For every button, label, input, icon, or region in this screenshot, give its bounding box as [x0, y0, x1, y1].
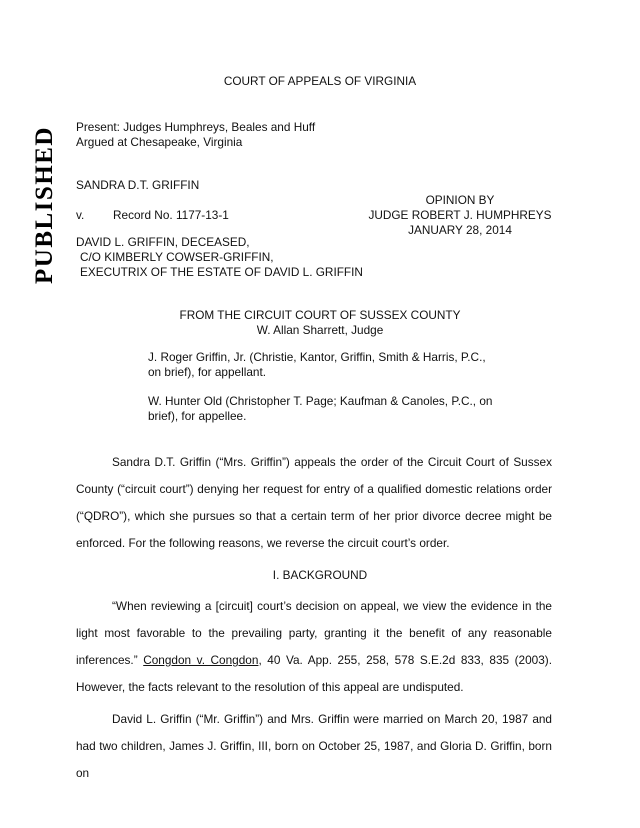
opinion-judge: JUDGE ROBERT J. HUMPHREYS: [368, 208, 552, 222]
standard-of-review-quote: “When reviewing a [circuit] court’s decision on appeal, we view the evidence in the light most favorable to the prevailing party, granting it the benefit of any reasonable inferences.”: [76, 599, 552, 667]
opinion-by: OPINION BY: [425, 193, 495, 207]
section-heading: I. BACKGROUND: [272, 568, 368, 582]
published-stamp: PUBLISHED: [31, 126, 59, 284]
appellee-counsel-line-2: brief), for appellee.: [148, 409, 247, 423]
facts-paragraph: David L. Griffin (“Mr. Griffin”) and Mrs. Griffin were married on March 20, 1987 and had two children, James J. Griffin, III, born on October 25, 1987, and Gloria D. Griffin, born on: [76, 712, 552, 780]
present-line: Present: Judges Humphreys, Beales and Huff: [76, 120, 316, 134]
court-title: COURT OF APPEALS OF VIRGINIA: [223, 74, 417, 88]
record-number: Record No. 1177-13-1: [113, 208, 229, 222]
intro-paragraph: Sandra D.T. Griffin (“Mrs. Griffin”) appeals the order of the Circuit Court of Sussex County (“circuit court”) denying her request for entry of a qualified domestic relations order (“QDRO”), which she pursues so that a certain term of her prior divorce decree might be enforced. For the following reasons, we reverse the circuit court’s order.: [76, 455, 552, 550]
opinion-date: JANUARY 28, 2014: [408, 223, 512, 237]
trial-judge: W. Allan Sharrett, Judge: [256, 323, 384, 337]
versus: v.: [76, 208, 85, 222]
appellee-line-3: EXECUTRIX OF THE ESTATE OF DAVID L. GRIFFIN: [80, 265, 363, 279]
appellant-counsel-line-2: on brief), for appellant.: [148, 365, 267, 379]
appellee-line-2: C/O KIMBERLY COWSER-GRIFFIN,: [80, 250, 274, 264]
citation-rest: , 40 Va. App. 255, 258, 578 S.E.2d 833, 835 (2003). However, the facts relevant to the resolution of this appeal are undisputed.: [76, 653, 553, 694]
appellee-line-1: DAVID L. GRIFFIN, DECEASED,: [76, 235, 250, 249]
appellant-counsel-line-1: J. Roger Griffin, Jr. (Christie, Kantor, Griffin, Smith & Harris, P.C.,: [148, 350, 486, 364]
background-paragraph: [76, 593, 552, 701]
from-court: FROM THE CIRCUIT COURT OF SUSSEX COUNTY: [179, 308, 461, 322]
appellee-counsel-line-1: W. Hunter Old (Christopher T. Page; Kaufman & Canoles, P.C., on: [148, 394, 493, 408]
appellant-name: SANDRA D.T. GRIFFIN: [76, 178, 200, 192]
case-citation: Congdon v. Congdon: [143, 653, 259, 667]
argued-line: Argued at Chesapeake, Virginia: [76, 135, 243, 149]
